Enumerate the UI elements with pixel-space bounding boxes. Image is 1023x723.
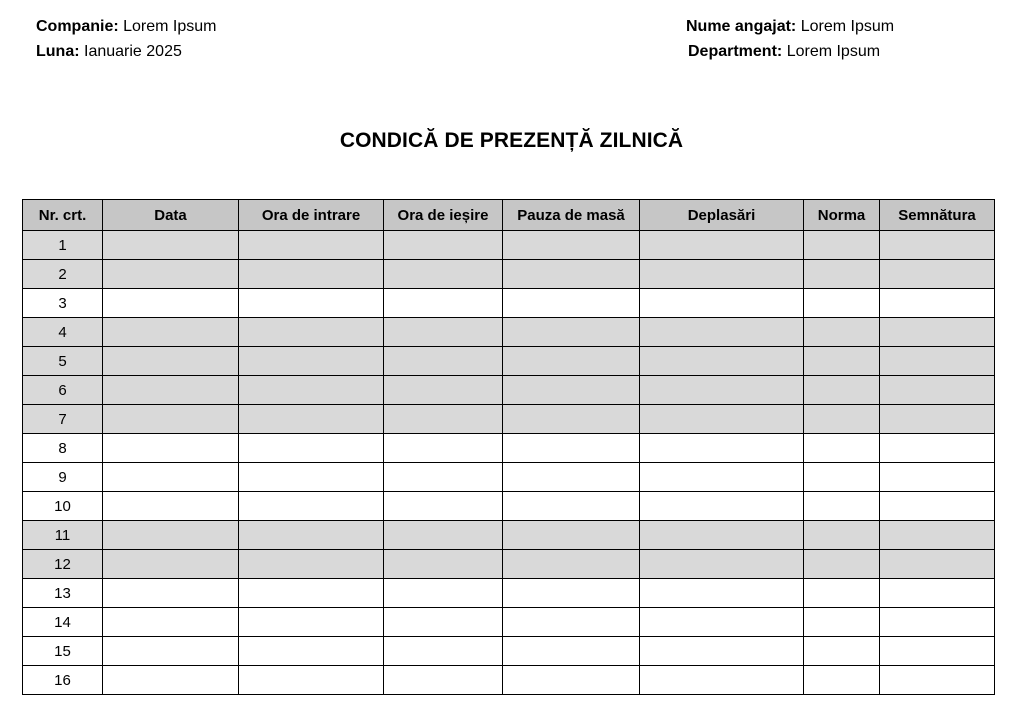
cell-time-out[interactable]	[384, 637, 503, 666]
cell-time-in[interactable]	[239, 550, 384, 579]
cell-time-in[interactable]	[239, 463, 384, 492]
employee-name-value: Lorem Ipsum	[800, 18, 895, 35]
cell-trips[interactable]	[640, 579, 804, 608]
cell-signature[interactable]	[880, 637, 995, 666]
cell-date[interactable]	[103, 289, 239, 318]
cell-date[interactable]	[103, 318, 239, 347]
cell-norm[interactable]	[804, 579, 880, 608]
cell-lunch-break[interactable]	[503, 405, 640, 434]
cell-time-out[interactable]	[384, 550, 503, 579]
cell-lunch-break[interactable]	[503, 376, 640, 405]
cell-nr: 8	[23, 434, 103, 463]
cell-date[interactable]	[103, 376, 239, 405]
table-row	[23, 666, 995, 695]
cell-lunch-break[interactable]	[503, 463, 640, 492]
cell-time-in[interactable]	[239, 376, 384, 405]
cell-trips[interactable]	[640, 318, 804, 347]
table-row	[23, 463, 995, 492]
table-row	[23, 492, 995, 521]
cell-lunch-break[interactable]	[503, 608, 640, 637]
month-row	[36, 39, 217, 64]
cell-time-in[interactable]	[239, 666, 384, 695]
cell-signature[interactable]	[880, 318, 995, 347]
cell-trips[interactable]	[640, 434, 804, 463]
cell-trips[interactable]	[640, 666, 804, 695]
cell-norm[interactable]	[804, 434, 880, 463]
cell-norm[interactable]	[804, 521, 880, 550]
cell-lunch-break[interactable]	[503, 434, 640, 463]
cell-time-out[interactable]	[384, 260, 503, 289]
cell-trips[interactable]	[640, 376, 804, 405]
column-header-time-out: Ora de ieșire	[384, 200, 503, 231]
cell-date[interactable]	[103, 463, 239, 492]
cell-date[interactable]	[103, 579, 239, 608]
cell-date[interactable]	[103, 637, 239, 666]
cell-time-out[interactable]	[384, 318, 503, 347]
cell-nr: 13	[23, 579, 103, 608]
cell-time-in[interactable]	[239, 289, 384, 318]
cell-nr: 11	[23, 521, 103, 550]
cell-time-out[interactable]	[384, 579, 503, 608]
cell-date[interactable]	[103, 492, 239, 521]
cell-time-out[interactable]	[384, 376, 503, 405]
cell-trips[interactable]	[640, 347, 804, 376]
cell-signature[interactable]	[880, 434, 995, 463]
cell-lunch-break[interactable]	[503, 666, 640, 695]
cell-lunch-break[interactable]	[503, 550, 640, 579]
cell-norm[interactable]	[804, 608, 880, 637]
cell-nr: 5	[23, 347, 103, 376]
cell-nr: 15	[23, 637, 103, 666]
table-row	[23, 289, 995, 318]
department-row	[686, 39, 894, 64]
department-label: Department:	[688, 43, 783, 60]
company-value: Lorem Ipsum	[123, 18, 217, 35]
table-row	[23, 521, 995, 550]
cell-nr: 12	[23, 550, 103, 579]
cell-signature[interactable]	[880, 376, 995, 405]
cell-date[interactable]	[103, 405, 239, 434]
month-label: Luna:	[36, 43, 80, 60]
cell-nr: 16	[23, 666, 103, 695]
cell-trips[interactable]	[640, 637, 804, 666]
cell-norm[interactable]	[804, 376, 880, 405]
cell-trips[interactable]	[640, 405, 804, 434]
column-header-norm: Norma	[804, 200, 880, 231]
cell-signature[interactable]	[880, 289, 995, 318]
cell-time-in[interactable]	[239, 521, 384, 550]
column-header-signature: Semnătura	[880, 200, 995, 231]
cell-lunch-break[interactable]	[503, 492, 640, 521]
cell-nr: 4	[23, 318, 103, 347]
cell-nr: 9	[23, 463, 103, 492]
cell-lunch-break[interactable]	[503, 579, 640, 608]
cell-lunch-break[interactable]	[503, 260, 640, 289]
company-label: Companie:	[36, 18, 119, 35]
table-body	[23, 231, 995, 695]
cell-norm[interactable]	[804, 666, 880, 695]
cell-time-in[interactable]	[239, 637, 384, 666]
cell-signature[interactable]	[880, 231, 995, 260]
cell-time-in[interactable]	[239, 608, 384, 637]
cell-lunch-break[interactable]	[503, 318, 640, 347]
cell-lunch-break[interactable]	[503, 637, 640, 666]
company-row	[36, 14, 217, 39]
cell-signature[interactable]	[880, 579, 995, 608]
cell-time-in[interactable]	[239, 492, 384, 521]
table-row	[23, 231, 995, 260]
cell-nr: 10	[23, 492, 103, 521]
cell-lunch-break[interactable]	[503, 521, 640, 550]
table-row	[23, 318, 995, 347]
cell-time-in[interactable]	[239, 405, 384, 434]
cell-signature[interactable]	[880, 405, 995, 434]
table-row	[23, 405, 995, 434]
cell-time-in[interactable]	[239, 579, 384, 608]
cell-norm[interactable]	[804, 550, 880, 579]
cell-date[interactable]	[103, 231, 239, 260]
cell-time-in[interactable]	[239, 347, 384, 376]
cell-trips[interactable]	[640, 521, 804, 550]
cell-trips[interactable]	[640, 492, 804, 521]
table-row	[23, 550, 995, 579]
cell-time-out[interactable]	[384, 666, 503, 695]
cell-time-out[interactable]	[384, 521, 503, 550]
cell-time-in[interactable]	[239, 260, 384, 289]
cell-lunch-break[interactable]	[503, 289, 640, 318]
table-row	[23, 376, 995, 405]
column-header-lunch-break: Pauza de masă	[503, 200, 640, 231]
cell-signature[interactable]	[880, 666, 995, 695]
cell-trips[interactable]	[640, 550, 804, 579]
cell-trips[interactable]	[640, 260, 804, 289]
cell-norm[interactable]	[804, 318, 880, 347]
cell-norm[interactable]	[804, 637, 880, 666]
cell-norm[interactable]	[804, 289, 880, 318]
cell-time-out[interactable]	[384, 463, 503, 492]
cell-date[interactable]	[103, 260, 239, 289]
month-value: Ianuarie 2025	[84, 43, 182, 60]
cell-time-out[interactable]	[384, 289, 503, 318]
cell-trips[interactable]	[640, 608, 804, 637]
column-header-date: Data	[103, 200, 239, 231]
cell-norm[interactable]	[804, 231, 880, 260]
cell-date[interactable]	[103, 608, 239, 637]
cell-trips[interactable]	[640, 463, 804, 492]
cell-norm[interactable]	[804, 260, 880, 289]
page-title: CONDICĂ DE PREZENȚĂ ZILNICĂ	[339, 129, 684, 152]
cell-nr: 7	[23, 405, 103, 434]
column-header-time-in: Ora de intrare	[239, 200, 384, 231]
cell-date[interactable]	[103, 550, 239, 579]
employee-name-label: Nume angajat:	[686, 18, 797, 35]
cell-lunch-break[interactable]	[503, 347, 640, 376]
table-row	[23, 260, 995, 289]
cell-signature[interactable]	[880, 260, 995, 289]
cell-time-out[interactable]	[384, 231, 503, 260]
cell-time-out[interactable]	[384, 492, 503, 521]
cell-signature[interactable]	[880, 521, 995, 550]
cell-signature[interactable]	[880, 608, 995, 637]
cell-time-out[interactable]	[384, 405, 503, 434]
cell-date[interactable]	[103, 666, 239, 695]
cell-date[interactable]	[103, 521, 239, 550]
cell-time-in[interactable]	[239, 318, 384, 347]
cell-norm[interactable]	[804, 405, 880, 434]
department-value: Lorem Ipsum	[786, 43, 881, 60]
cell-lunch-break[interactable]	[503, 231, 640, 260]
cell-signature[interactable]	[880, 492, 995, 521]
cell-time-out[interactable]	[384, 608, 503, 637]
cell-time-out[interactable]	[384, 434, 503, 463]
cell-date[interactable]	[103, 347, 239, 376]
table-row	[23, 347, 995, 376]
cell-time-in[interactable]	[239, 231, 384, 260]
cell-nr: 1	[23, 231, 103, 260]
cell-norm[interactable]	[804, 463, 880, 492]
attendance-table	[22, 199, 995, 695]
table-row	[23, 608, 995, 637]
company-info	[36, 14, 217, 64]
table-row	[23, 579, 995, 608]
table-row	[23, 434, 995, 463]
cell-trips[interactable]	[640, 289, 804, 318]
column-header-nr: Nr. crt.	[23, 200, 103, 231]
cell-signature[interactable]	[880, 550, 995, 579]
cell-time-out[interactable]	[384, 347, 503, 376]
cell-nr: 2	[23, 260, 103, 289]
employee-name-row	[686, 14, 894, 39]
cell-trips[interactable]	[640, 231, 804, 260]
cell-norm[interactable]	[804, 347, 880, 376]
column-header-trips: Deplasări	[640, 200, 804, 231]
cell-nr: 6	[23, 376, 103, 405]
cell-date[interactable]	[103, 434, 239, 463]
cell-time-in[interactable]	[239, 434, 384, 463]
cell-norm[interactable]	[804, 492, 880, 521]
table-row	[23, 637, 995, 666]
cell-nr: 14	[23, 608, 103, 637]
employee-info	[686, 14, 894, 64]
cell-signature[interactable]	[880, 347, 995, 376]
cell-nr: 3	[23, 289, 103, 318]
table-header-row	[23, 200, 995, 231]
cell-signature[interactable]	[880, 463, 995, 492]
